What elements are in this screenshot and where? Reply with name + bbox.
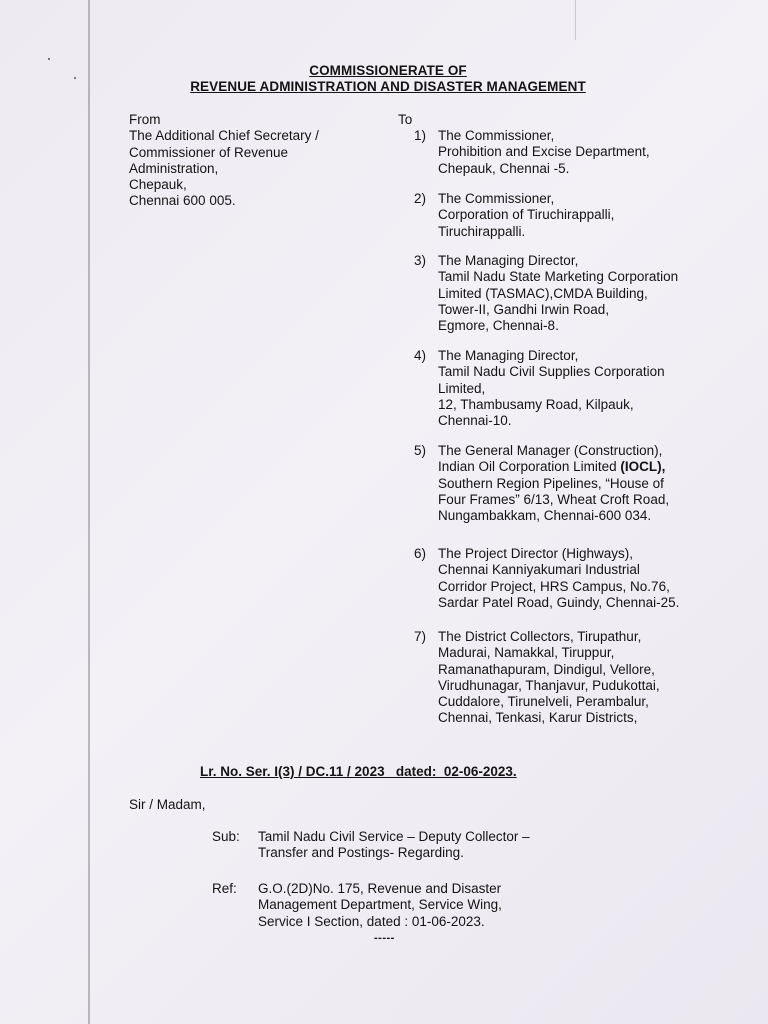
salutation: Sir / Madam, [129, 797, 206, 812]
recipient-line: Madurai, Namakkal, Tiruppur, [438, 645, 615, 661]
recipient-number: 3) [414, 253, 427, 268]
recipient-line: The Project Director (Highways), [438, 546, 634, 561]
recipient-line: 12, Thambusamy Road, Kilpauk, [438, 396, 634, 412]
recipient-line: The Managing Director, [438, 348, 579, 363]
letter-reference-number: Lr. No. Ser. I(3) / DC.11 / 2023 dated: 02-06-2023. [200, 764, 517, 779]
recipient-line: Egmore, Chennai-8. [438, 318, 559, 334]
recipient-line: Sardar Patel Road, Guindy, Chennai-25. [438, 594, 680, 610]
recipient-line: Four Frames” 6/13, Wheat Croft Road, [438, 491, 670, 507]
reference-label: Ref: [212, 881, 237, 896]
recipient-line: Tamil Nadu State Marketing Corporation [438, 269, 679, 285]
from-block [129, 112, 319, 210]
recipient-number: 1) [414, 128, 427, 143]
recipient-line: Tiruchirappalli. [438, 223, 526, 239]
recipient-line: Indian Oil Corporation Limited [438, 459, 617, 475]
separator: ----- [374, 932, 395, 944]
paper-speck [74, 77, 76, 79]
recipient-line: The District Collectors, Tirupathur, [438, 629, 642, 644]
recipient-line: The Commissioner, [438, 191, 555, 206]
subject-line: Transfer and Postings- Regarding. [258, 845, 464, 861]
recipient-number: 7) [414, 629, 427, 644]
recipient-line: Tower-II, Gandhi Irwin Road, [438, 301, 610, 317]
from-line: The Additional Chief Secretary / [129, 128, 319, 144]
recipient-number: 6) [414, 546, 427, 561]
iocl-abbreviation: (IOCL), [616, 459, 666, 475]
recipient-line: Prohibition and Excise Department, [438, 144, 650, 160]
recipient-line: The General Manager (Construction), [438, 443, 663, 458]
recipient-line: Southern Region Pipelines, “House of [438, 475, 664, 491]
fold-mark [575, 0, 576, 40]
office-heading-line2: REVENUE ADMINISTRATION AND DISASTER MANAGEMENT [190, 79, 586, 94]
subject-text [258, 829, 530, 862]
recipient-line: Virudhunagar, Thanjavur, Pudukottai, [438, 677, 660, 693]
subject-line: Tamil Nadu Civil Service – Deputy Collector – [258, 829, 530, 844]
recipient-line: Limited, [438, 380, 486, 396]
margin-line [88, 0, 90, 1024]
recipient-line: Nungambakkam, Chennai-600 034. [438, 508, 652, 524]
recipient-line: Chennai, Tenkasi, Karur Districts, [438, 710, 638, 726]
from-line: Commissioner of Revenue [129, 144, 289, 160]
from-line: Chepauk, [129, 177, 187, 193]
recipient-line: Limited (TASMAC),CMDA Building, [438, 285, 648, 301]
recipient-line: Ramanathapuram, Dindigul, Vellore, [438, 661, 655, 677]
from-label: From [129, 112, 161, 127]
subject-label: Sub: [212, 829, 240, 844]
recipient-line: Corporation of Tiruchirappalli, [438, 207, 615, 223]
reference-text [258, 881, 502, 930]
from-line: Administration, [129, 160, 219, 176]
recipient-line: Chennai-10. [438, 413, 512, 429]
recipient-line: Tamil Nadu Civil Supplies Corporation [438, 364, 665, 380]
recipient-number: 4) [414, 348, 427, 363]
recipient-line: Chennai Kanniyakumari Industrial [438, 562, 640, 578]
recipient-number: 5) [414, 443, 427, 458]
reference-line: Service I Section, dated : 01-06-2023. [258, 913, 485, 929]
recipient-line: Cuddalore, Tirunelveli, Perambalur, [438, 694, 649, 710]
recipient-line: The Commissioner, [438, 128, 555, 143]
office-heading-line1: COMMISSIONERATE OF [309, 63, 467, 78]
from-line: Chennai 600 005. [129, 193, 236, 209]
reference-line: Management Department, Service Wing, [258, 897, 502, 913]
recipient-line: Corridor Project, HRS Campus, No.76, [438, 578, 670, 594]
recipient-line: Chepauk, Chennai -5. [438, 160, 570, 176]
reference-line: G.O.(2D)No. 175, Revenue and Disaster [258, 881, 502, 896]
paper-speck [48, 58, 50, 60]
recipient-line: The Managing Director, [438, 253, 579, 268]
recipient-number: 2) [414, 191, 427, 206]
to-label: To [398, 112, 413, 127]
